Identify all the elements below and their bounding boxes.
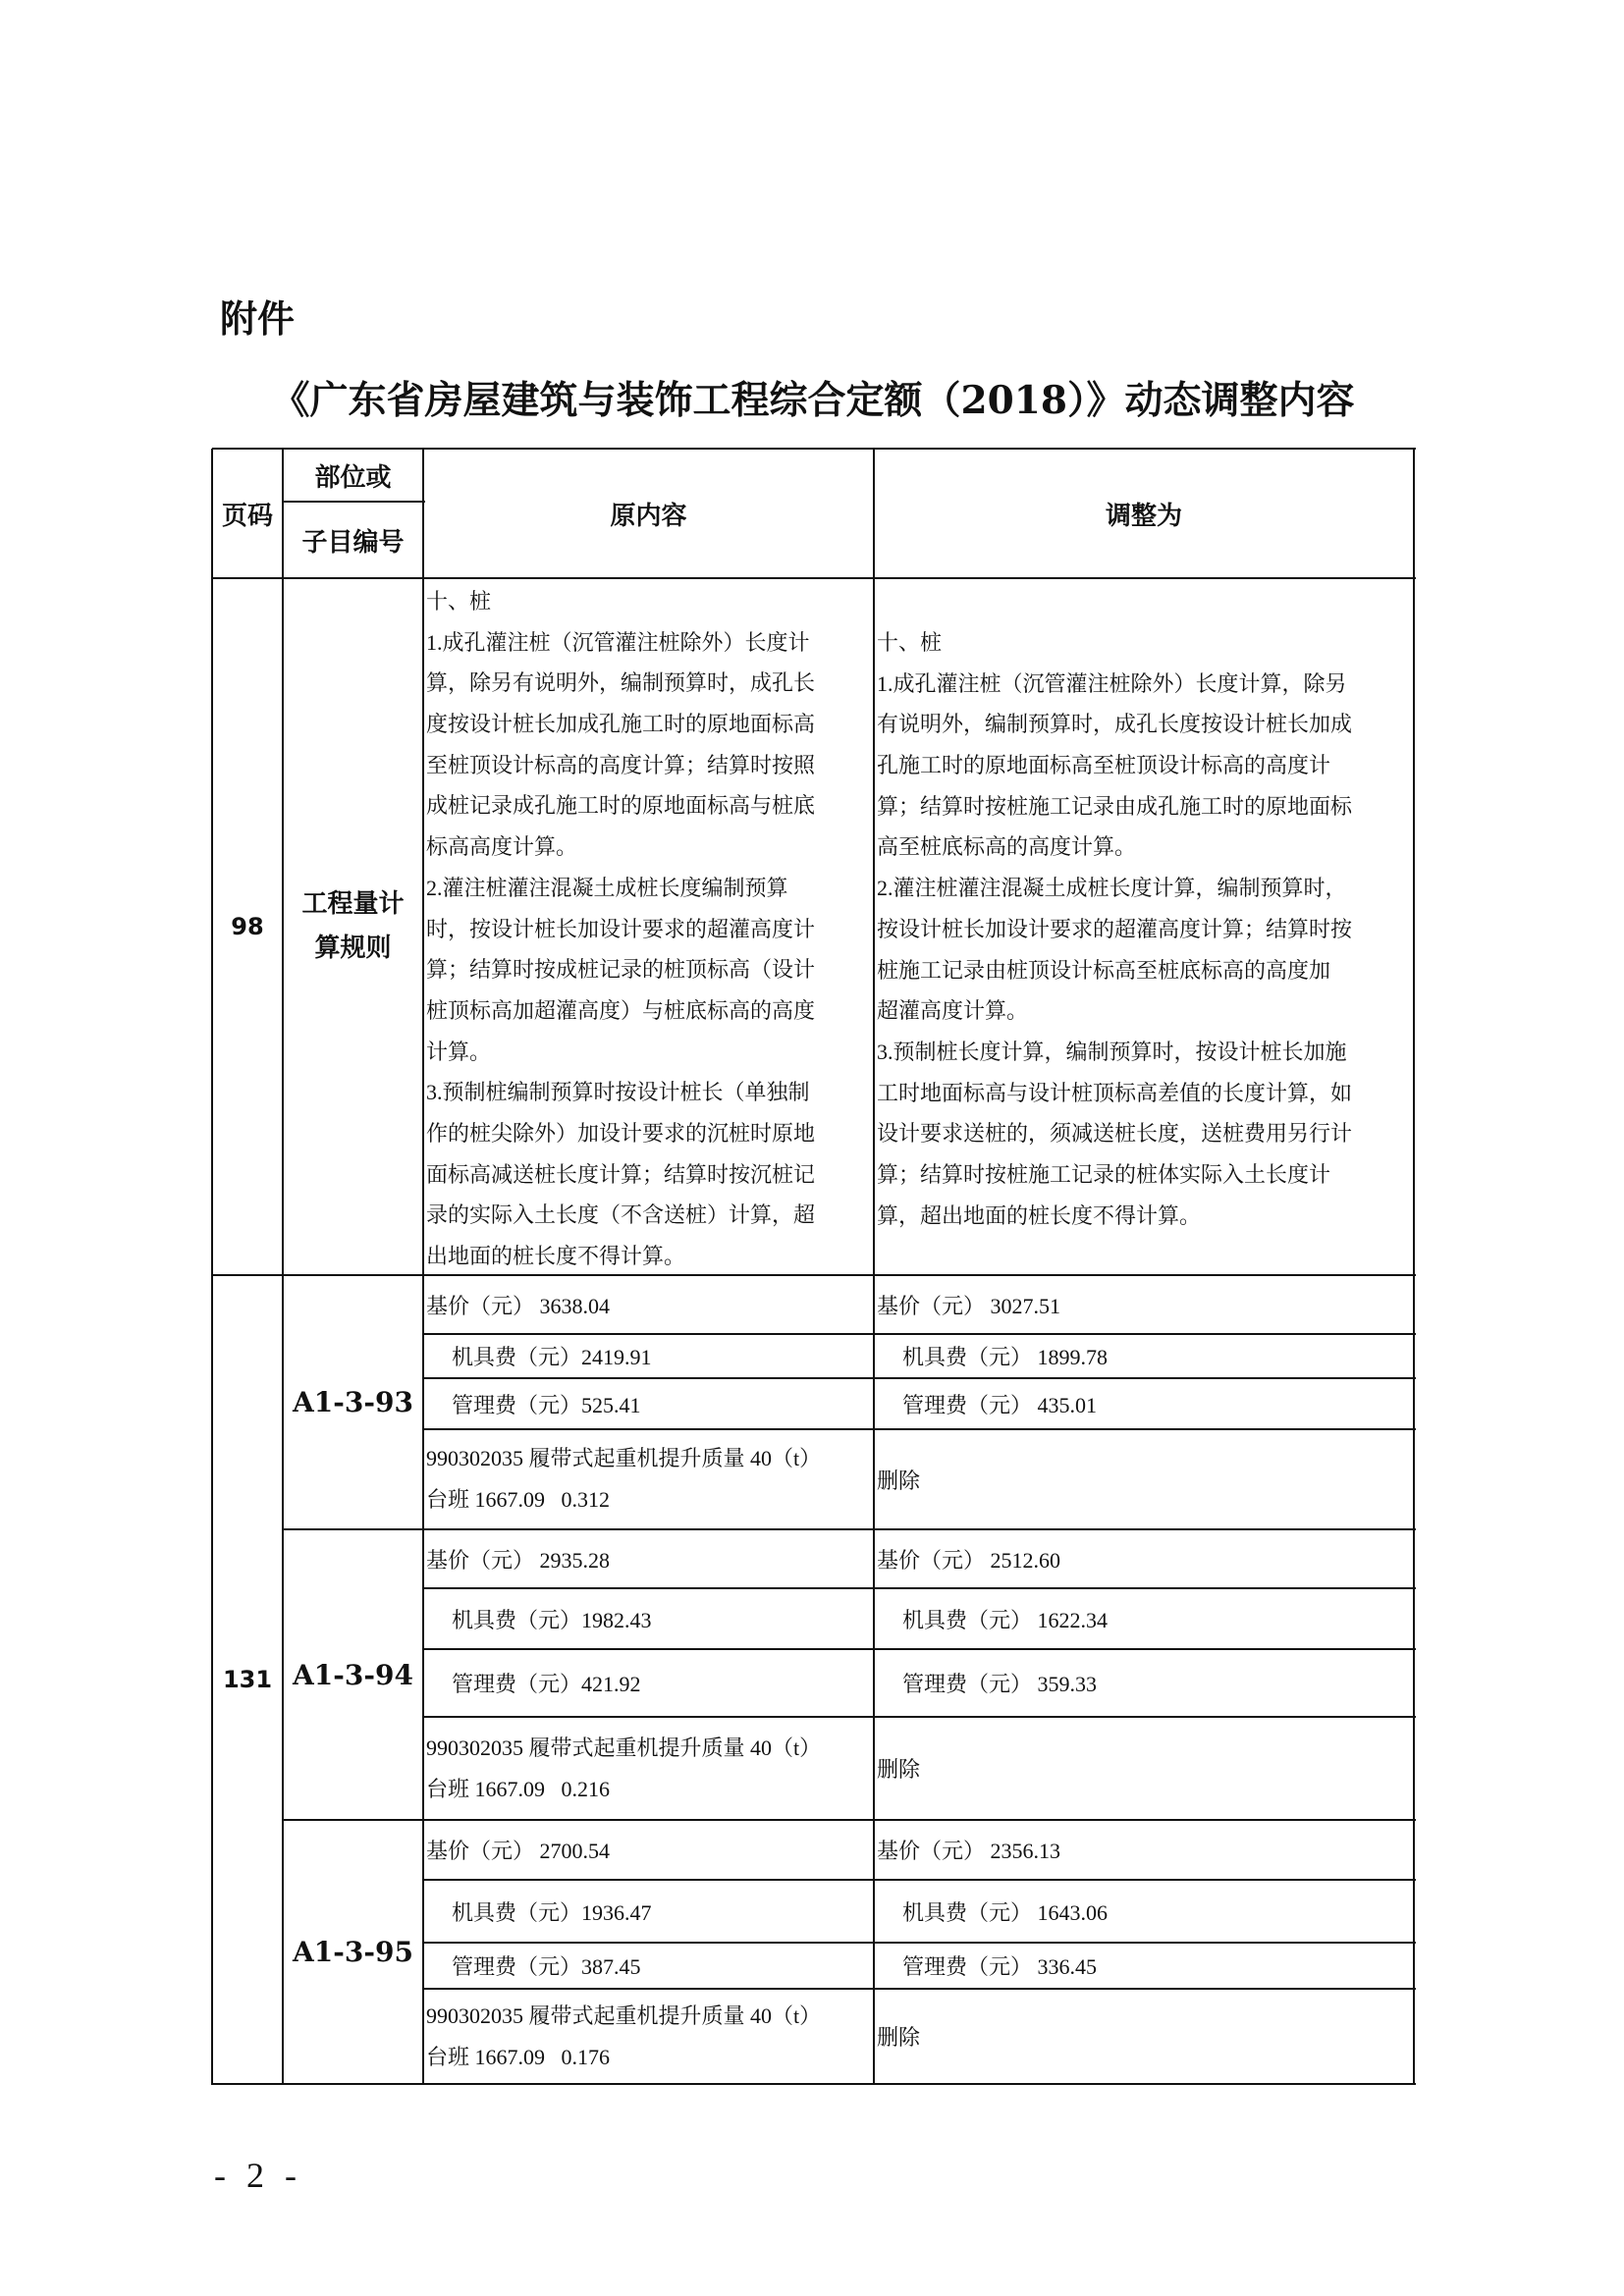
original-crane-text (426, 1438, 821, 1521)
rule-row-adjusted-content (877, 622, 1352, 1236)
item-code: A1-3-93 (293, 1386, 413, 1418)
item-code: A1-3-94 (293, 1658, 413, 1691)
adjusted-machine-fee-cell (877, 1880, 1414, 1943)
rule-row-part-line1: 工程量计 (301, 889, 405, 919)
original-base-price-cell (426, 1529, 874, 1588)
adjusted-management-fee: 管理费（元） 359.33 (902, 1672, 1098, 1696)
adjusted-content-line: 算；结算时按桩施工记录的桩体实际入土长度计 (877, 1161, 1331, 1187)
adjusted-machine-fee: 机具费（元） 1622.34 (902, 1607, 1109, 1632)
adjusted-machine-fee-cell (877, 1588, 1414, 1649)
table-rule-horizontal (423, 1648, 1416, 1650)
original-machine-fee-cell (426, 1880, 874, 1943)
original-content-line: 至桩顶设计标高的高度计算；结算时按照 (426, 752, 816, 777)
adjusted-content-line: 高至桩底标高的高度计算。 (877, 834, 1137, 860)
table-rule-horizontal (423, 1716, 1416, 1718)
adjusted-base-price: 基价（元） 3027.51 (877, 1293, 1061, 1318)
adjusted-crane-cell (877, 1429, 1414, 1529)
adjusted-base-price-cell (877, 1275, 1414, 1334)
adjusted-crane-cell (877, 1989, 1414, 2084)
original-crane-cell (426, 1429, 874, 1529)
adjusted-base-price-cell (877, 1529, 1414, 1588)
original-machine-fee-cell (426, 1588, 874, 1649)
table-rule-horizontal (212, 448, 1416, 450)
original-machine-fee: 机具费（元）1936.47 (452, 1899, 652, 1925)
adjusted-content-line: 有说明外，编制预算时，成孔长度按设计桩长加成 (877, 712, 1353, 737)
table-rule-horizontal (283, 501, 425, 503)
original-management-fee-cell (426, 1943, 874, 1989)
table-rule-horizontal (283, 1819, 1416, 1821)
item-code-cell (283, 1820, 423, 2084)
adjusted-content-line: 桩施工记录由桩顶设计标高至桩底标高的高度加 (877, 957, 1331, 983)
rule-row-part-line2: 算规则 (314, 934, 392, 963)
original-base-price-cell (426, 1275, 874, 1334)
adjusted-machine-fee-cell (877, 1334, 1414, 1378)
adjusted-content-line: 工时地面标高与设计桩顶标高差值的长度计算，如 (877, 1080, 1353, 1105)
table-rule-horizontal (423, 1428, 1416, 1430)
adjusted-crane-cell (877, 1717, 1414, 1820)
original-content-line: 面标高减送桩长度计算；结算时按沉桩记 (426, 1161, 816, 1187)
original-content-line: 十、桩 (426, 589, 492, 614)
original-crane-text (426, 1996, 821, 2078)
header-part-line2 (283, 502, 423, 578)
adjusted-machine-fee: 机具费（元） 1643.06 (902, 1899, 1109, 1925)
original-base-price-cell (426, 1820, 874, 1880)
page-number-footer: - 2 - (214, 2156, 302, 2195)
original-base-price: 基价（元） 2935.28 (426, 1547, 611, 1573)
table-rule-horizontal (423, 1377, 1416, 1379)
original-management-fee: 管理费（元）387.45 (452, 1954, 641, 1979)
adjusted-base-price: 基价（元） 2356.13 (877, 1839, 1061, 1863)
table-rule-horizontal (423, 1879, 1416, 1881)
adjusted-management-fee-cell (877, 1378, 1414, 1429)
original-content-line: 出地面的桩长度不得计算。 (426, 1244, 686, 1268)
adjusted-management-fee: 管理费（元） 435.01 (902, 1392, 1098, 1417)
original-management-fee-cell (426, 1378, 874, 1429)
table-rule-horizontal (423, 1942, 1416, 1944)
header-page-label: 页码 (221, 501, 273, 531)
item-code-cell (283, 1275, 423, 1529)
adjusted-content-line: 按设计桩长加设计要求的超灌高度计算；结算时按 (877, 916, 1353, 941)
adjusted-crane-deleted: 删除 (877, 2025, 921, 2050)
original-management-fee: 管理费（元）525.41 (452, 1392, 641, 1417)
original-content-line: 录的实际入土长度（不含送桩）计算，超 (426, 1202, 816, 1228)
rule-row-original-content (426, 581, 815, 1277)
original-crane-line: 台班 1667.09 0.216 (426, 1776, 611, 1801)
adjusted-content-line: 算；结算时按桩施工记录由成孔施工时的原地面标 (877, 793, 1353, 819)
adjusted-management-fee-cell (877, 1943, 1414, 1989)
original-machine-fee: 机具费（元）1982.43 (452, 1607, 652, 1632)
original-content-line: 成桩记录成孔施工时的原地面标高与桩底 (426, 793, 816, 819)
adjusted-content-line: 算，超出地面的桩长度不得计算。 (877, 1202, 1202, 1228)
table-rule-horizontal (423, 1988, 1416, 1990)
header-adjusted-label: 调整为 (1105, 501, 1182, 531)
rule-row-part (283, 578, 423, 1275)
header-page (212, 449, 283, 578)
adjusted-crane-deleted: 删除 (877, 1757, 921, 1782)
original-machine-fee: 机具费（元）2419.91 (452, 1345, 652, 1369)
table-rule-vertical (873, 449, 875, 2085)
header-part-label-2: 子目编号 (301, 527, 405, 558)
original-content-line: 时，按设计桩长加设计要求的超灌高度计 (426, 916, 816, 941)
table-rule-horizontal (212, 2083, 1416, 2085)
original-crane-line: 990302035 履带式起重机提升质量 40（t） (426, 2002, 822, 2028)
original-crane-line: 990302035 履带式起重机提升质量 40（t） (426, 1735, 822, 1760)
original-content-line: 标高高度计算。 (426, 834, 578, 860)
original-content-line: 3.预制桩编制预算时按设计桩长（单独制 (426, 1080, 810, 1105)
adjusted-base-price-cell (877, 1820, 1414, 1880)
table-rule-horizontal (423, 1333, 1416, 1335)
adjusted-content-line: 1.成孔灌注桩（沉管灌注桩除外）长度计算，除另 (877, 670, 1347, 696)
table-rule-horizontal (212, 577, 1416, 579)
table-rule-vertical (282, 449, 284, 2085)
rule-row-page-number: 98 (231, 913, 264, 940)
adjusted-content-line: 十、桩 (877, 630, 943, 655)
table-rule-horizontal (423, 1587, 1416, 1589)
adjusted-management-fee-cell (877, 1649, 1414, 1717)
original-content-line: 度按设计桩长加成孔施工时的原地面标高 (426, 712, 816, 737)
attachment-label: 附件 (220, 297, 296, 341)
original-management-fee: 管理费（元）421.92 (452, 1672, 641, 1696)
original-content-line: 作的桩尖除外）加设计要求的沉桩时原地 (426, 1120, 816, 1146)
original-base-price: 基价（元） 3638.04 (426, 1293, 611, 1318)
document-title: 《广东省房屋建筑与装饰工程综合定额（2018）》动态调整内容 (271, 378, 1355, 423)
original-crane-cell (426, 1989, 874, 2084)
original-content-line: 2.灌注桩灌注混凝土成桩长度编制预算 (426, 875, 788, 900)
item-code: A1-3-95 (293, 1936, 413, 1968)
adjusted-content-line: 超灌高度计算。 (877, 998, 1029, 1024)
adjusted-content-line: 设计要求送桩的，须减送桩长度，送桩费用另行计 (877, 1121, 1353, 1147)
original-crane-text (426, 1728, 821, 1810)
item-group-page (212, 1275, 283, 2084)
table-rule-horizontal (283, 1528, 1416, 1530)
adjusted-base-price: 基价（元） 2512.60 (877, 1547, 1061, 1573)
table-rule-vertical (211, 449, 213, 2085)
adjusted-content-line: 3.预制桩长度计算，编制预算时，按设计桩长加施 (877, 1039, 1347, 1064)
header-part-line1 (283, 449, 423, 502)
original-crane-line: 990302035 履带式起重机提升质量 40（t） (426, 1446, 822, 1470)
original-content-line: 计算。 (426, 1039, 492, 1064)
adjusted-content-line: 孔施工时的原地面标高至桩顶设计标高的高度计 (877, 753, 1331, 778)
original-content-line: 算，除另有说明外，编制预算时，成孔长 (426, 670, 816, 696)
original-content-line: 1.成孔灌注桩（沉管灌注桩除外）长度计 (426, 629, 810, 655)
item-group-page-number: 131 (222, 1666, 273, 1693)
table-rule-horizontal (212, 1274, 1416, 1276)
original-machine-fee-cell (426, 1334, 874, 1378)
adjusted-content-line: 2.灌注桩灌注混凝土成桩长度计算，编制预算时， (877, 876, 1347, 901)
rule-row-page (212, 578, 283, 1275)
original-management-fee-cell (426, 1649, 874, 1717)
original-content-line: 桩顶标高加超灌高度）与桩底标高的高度 (426, 997, 816, 1023)
original-crane-cell (426, 1717, 874, 1820)
header-original (423, 449, 874, 578)
original-crane-line: 台班 1667.09 0.176 (426, 2044, 611, 2069)
adjusted-management-fee: 管理费（元） 336.45 (902, 1954, 1098, 1979)
adjusted-machine-fee: 机具费（元） 1899.78 (902, 1345, 1109, 1369)
table-rule-vertical (422, 449, 424, 2085)
header-part-label-1: 部位或 (314, 462, 392, 493)
original-crane-line: 台班 1667.09 0.312 (426, 1487, 611, 1512)
header-adjusted (874, 449, 1414, 578)
adjusted-crane-deleted: 删除 (877, 1468, 921, 1493)
item-code-cell (283, 1529, 423, 1820)
original-base-price: 基价（元） 2700.54 (426, 1839, 611, 1863)
table-rule-vertical (1413, 449, 1415, 2085)
header-original-label: 原内容 (610, 501, 687, 531)
original-content-line: 算；结算时按成桩记录的桩顶标高（设计 (426, 957, 816, 983)
